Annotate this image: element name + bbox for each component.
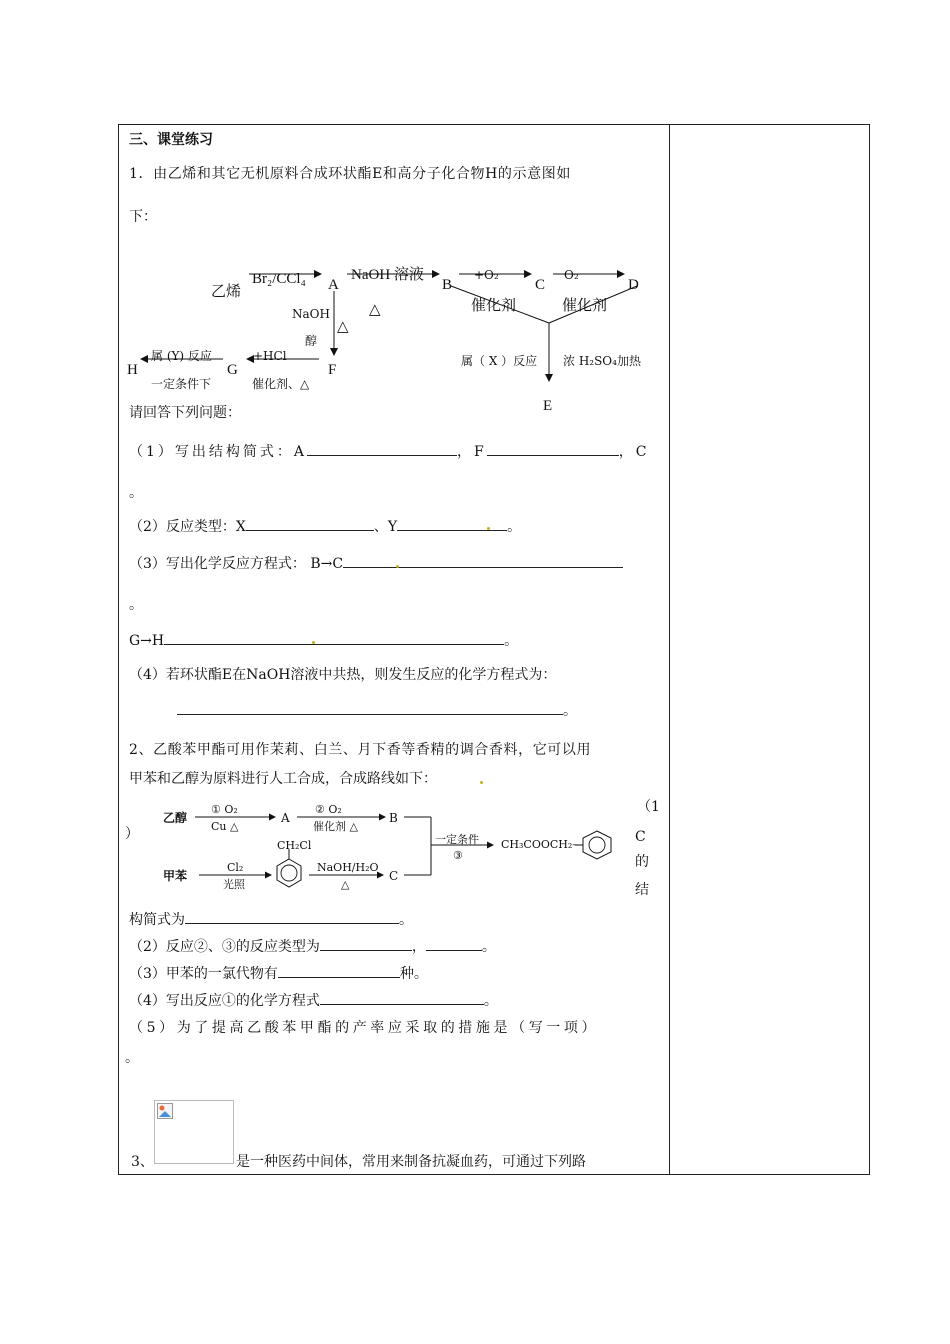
label-ethanol: 乙醇 <box>163 811 188 825</box>
q2-side-c: C <box>635 829 646 845</box>
label-s2-bottom: 催化剂 △ <box>313 820 358 833</box>
worksheet-table <box>118 124 870 1175</box>
column-divider <box>669 125 670 1174</box>
label-ethylene: 乙烯 <box>211 284 242 300</box>
q1-part4-answer: 。 <box>177 700 577 720</box>
label-b: B <box>442 277 453 293</box>
label-f: F <box>328 362 337 378</box>
answer-blank-a[interactable] <box>307 441 457 456</box>
stray-mark <box>487 527 490 530</box>
answer-blank-isomers[interactable] <box>278 963 400 978</box>
label-c: C <box>535 277 546 293</box>
q1-part1-end: 。 <box>129 485 143 501</box>
answer-blank-x[interactable] <box>246 516 374 531</box>
q1-part3-end: 。 <box>129 597 143 613</box>
label-g: G <box>227 362 238 378</box>
q1-part1-label: （1）写出结构简式：A <box>129 444 308 460</box>
answer-blank-e-naoh[interactable] <box>177 700 563 715</box>
label-ch2cl: CH₂Cl <box>277 839 312 852</box>
answer-blank-c-structure[interactable] <box>185 909 399 924</box>
label-s3-top: 一定条件 <box>435 833 479 846</box>
q2-part1: 构简式为 。 <box>129 909 413 929</box>
label-r3-top: +O₂ <box>474 268 499 282</box>
label-r4-bottom: 催化剂 <box>562 298 608 314</box>
label-r8-left: 属（ X ）反应 <box>461 354 538 368</box>
stray-mark <box>480 781 483 784</box>
label-r5-right: △ <box>337 319 349 335</box>
section-title: 三、课堂练习 <box>129 132 213 148</box>
q2-part3: （3）甲苯的一氯代物有 种。 <box>129 963 428 983</box>
label-h: H <box>127 362 138 378</box>
q1-intro-line2: 下： <box>129 209 157 225</box>
label-r7-bottom: 一定条件下 <box>151 377 212 391</box>
label-s1-bottom: Cu △ <box>211 820 239 833</box>
label-s5-bottom: △ <box>341 878 350 891</box>
broken-image-icon <box>157 1103 173 1119</box>
q1-part4: （4）若环状酯E在NaOH溶液中共热，则发生反应的化学方程式为： <box>129 667 557 683</box>
answer-blank-g-to-h[interactable] <box>164 630 504 645</box>
answer-blank-reaction3[interactable] <box>426 936 482 951</box>
label-toluene: 甲苯 <box>163 869 188 883</box>
q2-side-de: 的 <box>635 854 649 870</box>
label-d: D <box>628 277 639 293</box>
q1-part2: （2）反应类型：X 、Y 。 <box>129 516 521 536</box>
label-r6-top: +HCl <box>253 349 287 363</box>
main-column <box>119 125 669 1174</box>
q1-part3: （3）写出化学反应方程式： B→C <box>129 553 623 573</box>
answer-blank-y[interactable] <box>397 516 507 531</box>
label-s1-top: ① O₂ <box>211 803 238 816</box>
q2-intro-line2: 甲苯和乙醇为原料进行人工合成，合成路线如下： <box>129 771 437 787</box>
label-r5-left1: NaOH <box>292 307 330 321</box>
answer-blank-b-to-c[interactable] <box>343 553 623 568</box>
q3-text: 是一种医药中间体，常用来制备抗凝血药，可通过下列路 <box>236 1154 586 1170</box>
label-r4-top: O₂ <box>564 268 579 282</box>
label-s2-top: ② O₂ <box>315 803 342 816</box>
label-product: CH₃COOCH₂– <box>501 838 578 851</box>
label-q2-a: A <box>281 811 290 825</box>
q2-side-1: （1 <box>637 799 660 815</box>
label-s3-bottom: ③ <box>453 849 463 862</box>
q3-number: 3、 <box>131 1154 154 1170</box>
stray-mark <box>396 565 399 568</box>
answer-blank-f[interactable] <box>487 441 619 456</box>
stray-mark <box>312 641 315 644</box>
label-r2-top: NaOH 溶液 <box>351 267 424 283</box>
label-r5-left2: 醇 <box>305 334 318 348</box>
q2-side-jie: 结 <box>635 882 649 898</box>
label-q2-c: C <box>389 869 399 883</box>
label-q2-b: B <box>389 811 398 825</box>
label-r8-right: 浓 H₂SO₄加热 <box>563 354 641 368</box>
q2-intro-line1: 2、乙酸苯甲酯可用作茉莉、白兰、月下香等香精的调合香料，它可以用 <box>129 742 592 758</box>
label-r1-top: Br₂/CCl₄ <box>252 271 306 287</box>
label-s4-top: Cl₂ <box>227 861 244 874</box>
q2-side-paren: ） <box>125 826 139 842</box>
q1-part1: （1）写出结构简式：A ，F ，C <box>129 441 649 461</box>
label-r3-bottom: 催化剂 <box>471 298 517 314</box>
label-a: A <box>328 277 339 293</box>
q2-part4: （4）写出反应①的化学方程式 。 <box>129 990 498 1010</box>
label-r6-bottom: 催化剂、△ <box>252 377 310 391</box>
label-r2-bottom: △ <box>369 302 381 318</box>
q1-intro-line1: 1．由乙烯和其它无机原料合成环状酯E和高分子化合物H的示意图如 <box>129 166 571 182</box>
label-e: E <box>543 398 553 414</box>
label-s5-top: NaOH/H₂O <box>317 861 379 874</box>
q1-part3-gh: G→H 。 <box>129 630 518 650</box>
q2-part5-end: 。 <box>125 1050 139 1066</box>
product-benzene-ring-icon <box>583 831 611 859</box>
q2-part2: （2）反应②、③的反应类型为 ， 。 <box>129 936 496 956</box>
q2-part5: （5）为了提高乙酸苯甲酯的产率应采取的措施是（写一项） <box>129 1020 600 1036</box>
answer-blank-reaction2[interactable] <box>320 936 412 951</box>
label-s4-bottom: 光照 <box>223 878 245 891</box>
q1-ask: 请回答下列问题： <box>129 405 241 421</box>
label-r7-top: 属 (Y) 反应 <box>151 349 212 363</box>
answer-blank-equation1[interactable] <box>320 990 484 1005</box>
molecule-image-placeholder <box>154 1100 234 1164</box>
